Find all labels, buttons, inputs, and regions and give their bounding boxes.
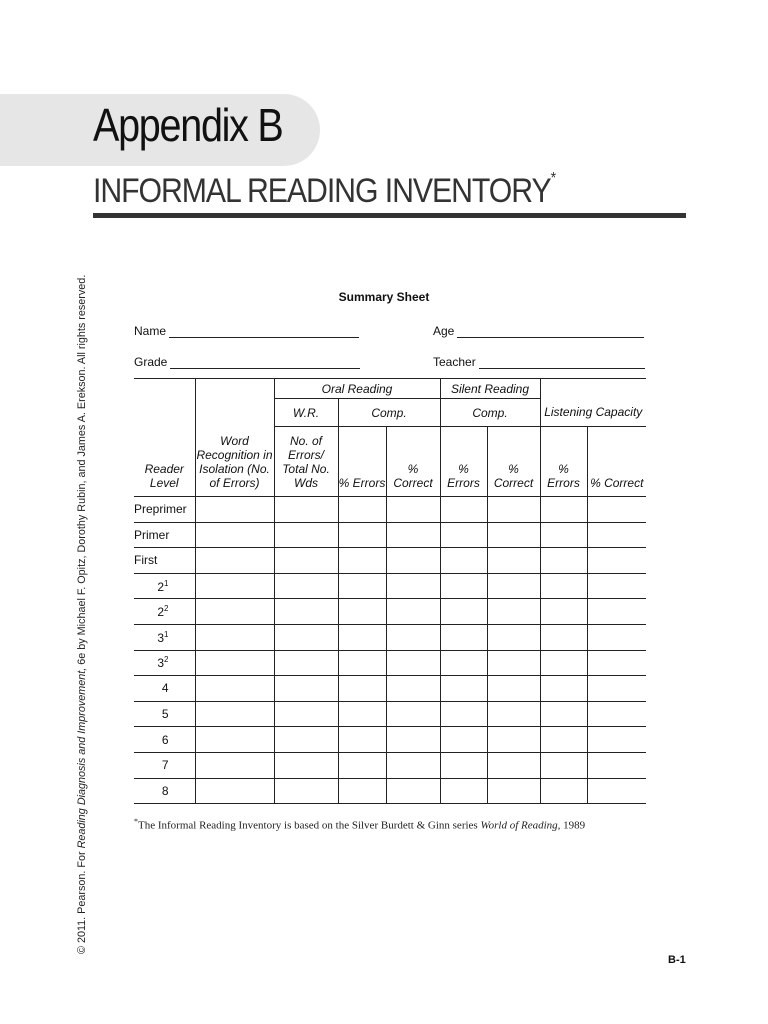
entry-cell[interactable] xyxy=(274,599,338,625)
entry-cell[interactable] xyxy=(440,573,487,599)
entry-cell[interactable] xyxy=(440,497,487,523)
header-listen-pct-correct: % Correct xyxy=(587,427,646,497)
entry-cell[interactable] xyxy=(386,599,440,625)
reader-level-label: Primer xyxy=(134,527,170,542)
entry-cell[interactable] xyxy=(440,676,487,702)
entry-cell[interactable] xyxy=(195,548,274,574)
entry-cell[interactable] xyxy=(195,497,274,523)
entry-cell[interactable] xyxy=(587,497,646,523)
entry-cell[interactable] xyxy=(274,650,338,676)
reader-level-label: 4 xyxy=(161,681,169,696)
reader-level-superscript: 2 xyxy=(164,655,169,665)
entry-cell[interactable] xyxy=(195,599,274,625)
reader-level-cell xyxy=(134,778,195,804)
entry-cell[interactable] xyxy=(487,599,540,625)
table-row xyxy=(134,727,646,753)
age-field[interactable] xyxy=(433,324,644,338)
reader-level-label: 7 xyxy=(161,758,169,773)
footnote-series-title: World of Reading, xyxy=(480,819,561,832)
entry-cell[interactable] xyxy=(386,650,440,676)
reader-level-spacer-2 xyxy=(134,399,195,427)
header-wr: W.R. xyxy=(274,399,338,427)
title-rule xyxy=(93,213,686,218)
reader-level-superscript: 2 xyxy=(164,604,169,614)
entry-cell[interactable] xyxy=(587,599,646,625)
reader-level-label: 6 xyxy=(161,732,169,747)
copyright-book-title: Reading Diagnosis and Improvement, xyxy=(76,667,88,849)
entry-cell[interactable] xyxy=(274,497,338,523)
entry-cell[interactable] xyxy=(338,599,386,625)
entry-cell[interactable] xyxy=(540,573,587,599)
header-oral-reading: Oral Reading xyxy=(274,379,440,399)
appendix-title: Appendix B xyxy=(93,99,283,151)
entry-cell[interactable] xyxy=(338,548,386,574)
entry-cell[interactable] xyxy=(274,522,338,548)
entry-cell[interactable] xyxy=(386,727,440,753)
header-oral-comp: Comp. xyxy=(338,399,440,427)
reader-level-cell xyxy=(134,727,195,753)
entry-cell[interactable] xyxy=(440,548,487,574)
entry-cell[interactable] xyxy=(338,752,386,778)
entry-cell[interactable] xyxy=(487,727,540,753)
entry-cell[interactable] xyxy=(440,624,487,650)
entry-cell[interactable] xyxy=(274,548,338,574)
entry-cell[interactable] xyxy=(195,727,274,753)
table-row xyxy=(134,676,646,702)
table-row xyxy=(134,650,646,676)
copyright-prefix: © 2011. Pearson. For xyxy=(76,848,88,954)
reader-level-label: 2 xyxy=(157,605,165,620)
entry-cell[interactable] xyxy=(440,727,487,753)
entry-cell[interactable] xyxy=(386,497,440,523)
header-word-recognition: Word Recognition in Isolation (No. of Errors) xyxy=(195,399,274,497)
table-row xyxy=(134,778,646,804)
teacher-label: Teacher xyxy=(433,355,476,369)
page-number: B-1 xyxy=(668,954,686,966)
reader-level-cell xyxy=(134,650,195,676)
table-row xyxy=(134,599,646,625)
table-row xyxy=(134,522,646,548)
entry-cell[interactable] xyxy=(440,778,487,804)
entry-cell[interactable] xyxy=(274,778,338,804)
entry-cell[interactable] xyxy=(587,752,646,778)
entry-cell[interactable] xyxy=(338,778,386,804)
entry-cell[interactable] xyxy=(195,624,274,650)
entry-cell[interactable] xyxy=(386,522,440,548)
entry-cell[interactable] xyxy=(487,573,540,599)
table-row xyxy=(134,497,646,523)
reader-level-cell xyxy=(134,548,195,574)
entry-cell[interactable] xyxy=(338,497,386,523)
footnote-text: The Informal Reading Inventory is based on the Silver Burdett & Ginn series xyxy=(138,819,481,832)
word-recognition-spacer xyxy=(195,379,274,399)
entry-cell[interactable] xyxy=(587,701,646,727)
entry-cell[interactable] xyxy=(487,548,540,574)
entry-cell[interactable] xyxy=(587,548,646,574)
entry-cell[interactable] xyxy=(487,624,540,650)
entry-cell[interactable] xyxy=(540,624,587,650)
teacher-line[interactable] xyxy=(479,356,645,369)
footnote-year: 1989 xyxy=(560,819,586,832)
table-row xyxy=(134,701,646,727)
chapter-title-text: INFORMAL READING INVENTORY xyxy=(93,172,551,210)
age-line[interactable] xyxy=(457,325,644,338)
entry-cell[interactable] xyxy=(487,522,540,548)
header-oral-pct-correct: % Correct xyxy=(386,427,440,497)
reader-level-cell xyxy=(134,497,195,523)
entry-cell[interactable] xyxy=(540,701,587,727)
entry-cell[interactable] xyxy=(587,676,646,702)
entry-cell[interactable] xyxy=(487,497,540,523)
entry-cell[interactable] xyxy=(587,727,646,753)
entry-cell[interactable] xyxy=(540,778,587,804)
header-reader-level: Reader Level xyxy=(134,427,195,497)
entry-cell[interactable] xyxy=(440,701,487,727)
name-line[interactable] xyxy=(169,325,359,338)
entry-cell[interactable] xyxy=(540,676,587,702)
summary-table xyxy=(134,378,646,804)
entry-cell[interactable] xyxy=(338,727,386,753)
listening-spacer xyxy=(540,379,646,399)
entry-cell[interactable] xyxy=(195,778,274,804)
entry-cell[interactable] xyxy=(487,650,540,676)
entry-cell[interactable] xyxy=(338,650,386,676)
footnote xyxy=(134,817,585,832)
entry-cell[interactable] xyxy=(587,650,646,676)
entry-cell[interactable] xyxy=(195,650,274,676)
entry-cell[interactable] xyxy=(440,599,487,625)
name-field[interactable] xyxy=(134,324,359,338)
entry-cell[interactable] xyxy=(440,522,487,548)
reader-level-label: 5 xyxy=(161,707,169,722)
reader-level-label: 2 xyxy=(157,579,165,594)
entry-cell[interactable] xyxy=(540,599,587,625)
entry-cell[interactable] xyxy=(195,701,274,727)
entry-cell[interactable] xyxy=(587,624,646,650)
entry-cell[interactable] xyxy=(540,497,587,523)
grade-field[interactable] xyxy=(134,355,360,369)
entry-cell[interactable] xyxy=(540,548,587,574)
entry-cell[interactable] xyxy=(540,522,587,548)
header-silent-pct-correct: % Correct xyxy=(487,427,540,497)
footnote-mark: * xyxy=(134,817,138,826)
entry-cell[interactable] xyxy=(440,752,487,778)
entry-cell[interactable] xyxy=(274,701,338,727)
header-silent-reading: Silent Reading xyxy=(440,379,540,399)
level-rows xyxy=(134,497,646,804)
entry-cell[interactable] xyxy=(338,522,386,548)
entry-cell[interactable] xyxy=(487,676,540,702)
copyright-suffix: 6e by Michael F. Opitz, Dorothy Rubin, and James A. Erekson. All rights reserved. xyxy=(76,274,88,668)
reader-level-cell xyxy=(134,599,195,625)
age-label: Age xyxy=(433,324,455,338)
header-silent-pct-errors: % Errors xyxy=(440,427,487,497)
grade-line[interactable] xyxy=(170,356,360,369)
reader-level-cell xyxy=(134,701,195,727)
entry-cell[interactable] xyxy=(386,701,440,727)
entry-cell[interactable] xyxy=(487,752,540,778)
entry-cell[interactable] xyxy=(540,752,587,778)
reader-level-superscript: 1 xyxy=(164,578,169,588)
reader-level-label: 8 xyxy=(161,783,169,798)
entry-cell[interactable] xyxy=(338,676,386,702)
grade-label: Grade xyxy=(134,355,168,369)
teacher-field[interactable] xyxy=(433,355,645,369)
table-row xyxy=(134,752,646,778)
entry-cell[interactable] xyxy=(386,548,440,574)
copyright-notice xyxy=(76,275,88,954)
table-row xyxy=(134,548,646,574)
summary-sheet-heading: Summary Sheet xyxy=(338,290,430,304)
entry-cell[interactable] xyxy=(195,573,274,599)
entry-cell[interactable] xyxy=(440,650,487,676)
entry-cell[interactable] xyxy=(540,727,587,753)
entry-cell[interactable] xyxy=(587,778,646,804)
header-oral-pct-errors: % Errors xyxy=(338,427,386,497)
reader-level-label: Preprimer xyxy=(134,502,187,517)
header-errors-total: No. of Errors/ Total No. Wds xyxy=(274,427,338,497)
entry-cell[interactable] xyxy=(274,573,338,599)
entry-cell[interactable] xyxy=(274,727,338,753)
entry-cell[interactable] xyxy=(338,573,386,599)
entry-cell[interactable] xyxy=(338,624,386,650)
entry-cell[interactable] xyxy=(338,701,386,727)
reader-level-cell xyxy=(134,676,195,702)
entry-cell[interactable] xyxy=(386,573,440,599)
reader-level-cell xyxy=(134,624,195,650)
name-label: Name xyxy=(134,324,167,338)
entry-cell[interactable] xyxy=(386,752,440,778)
header-silent-comp: Comp. xyxy=(440,399,540,427)
entry-cell[interactable] xyxy=(195,522,274,548)
header-listening-capacity: Listening Capacity xyxy=(540,399,646,427)
reader-level-label: 3 xyxy=(157,630,165,645)
entry-cell[interactable] xyxy=(274,624,338,650)
entry-cell[interactable] xyxy=(587,573,646,599)
entry-cell[interactable] xyxy=(386,624,440,650)
entry-cell[interactable] xyxy=(487,701,540,727)
entry-cell[interactable] xyxy=(386,676,440,702)
chapter-title xyxy=(93,172,555,211)
entry-cell[interactable] xyxy=(540,650,587,676)
reader-level-label: First xyxy=(134,553,158,568)
entry-cell[interactable] xyxy=(274,676,338,702)
entry-cell[interactable] xyxy=(487,778,540,804)
table-row xyxy=(134,573,646,599)
entry-cell[interactable] xyxy=(274,752,338,778)
header-listen-pct-errors: % Errors xyxy=(540,427,587,497)
table-row xyxy=(134,624,646,650)
reader-level-cell xyxy=(134,752,195,778)
reader-level-spacer xyxy=(134,379,195,399)
entry-cell[interactable] xyxy=(386,778,440,804)
reader-level-cell xyxy=(134,522,195,548)
reader-level-label: 3 xyxy=(157,656,165,671)
chapter-title-footnote-mark: * xyxy=(550,170,556,187)
entry-cell[interactable] xyxy=(195,676,274,702)
entry-cell[interactable] xyxy=(587,522,646,548)
entry-cell[interactable] xyxy=(195,752,274,778)
reader-level-cell xyxy=(134,573,195,599)
reader-level-superscript: 1 xyxy=(164,629,169,639)
